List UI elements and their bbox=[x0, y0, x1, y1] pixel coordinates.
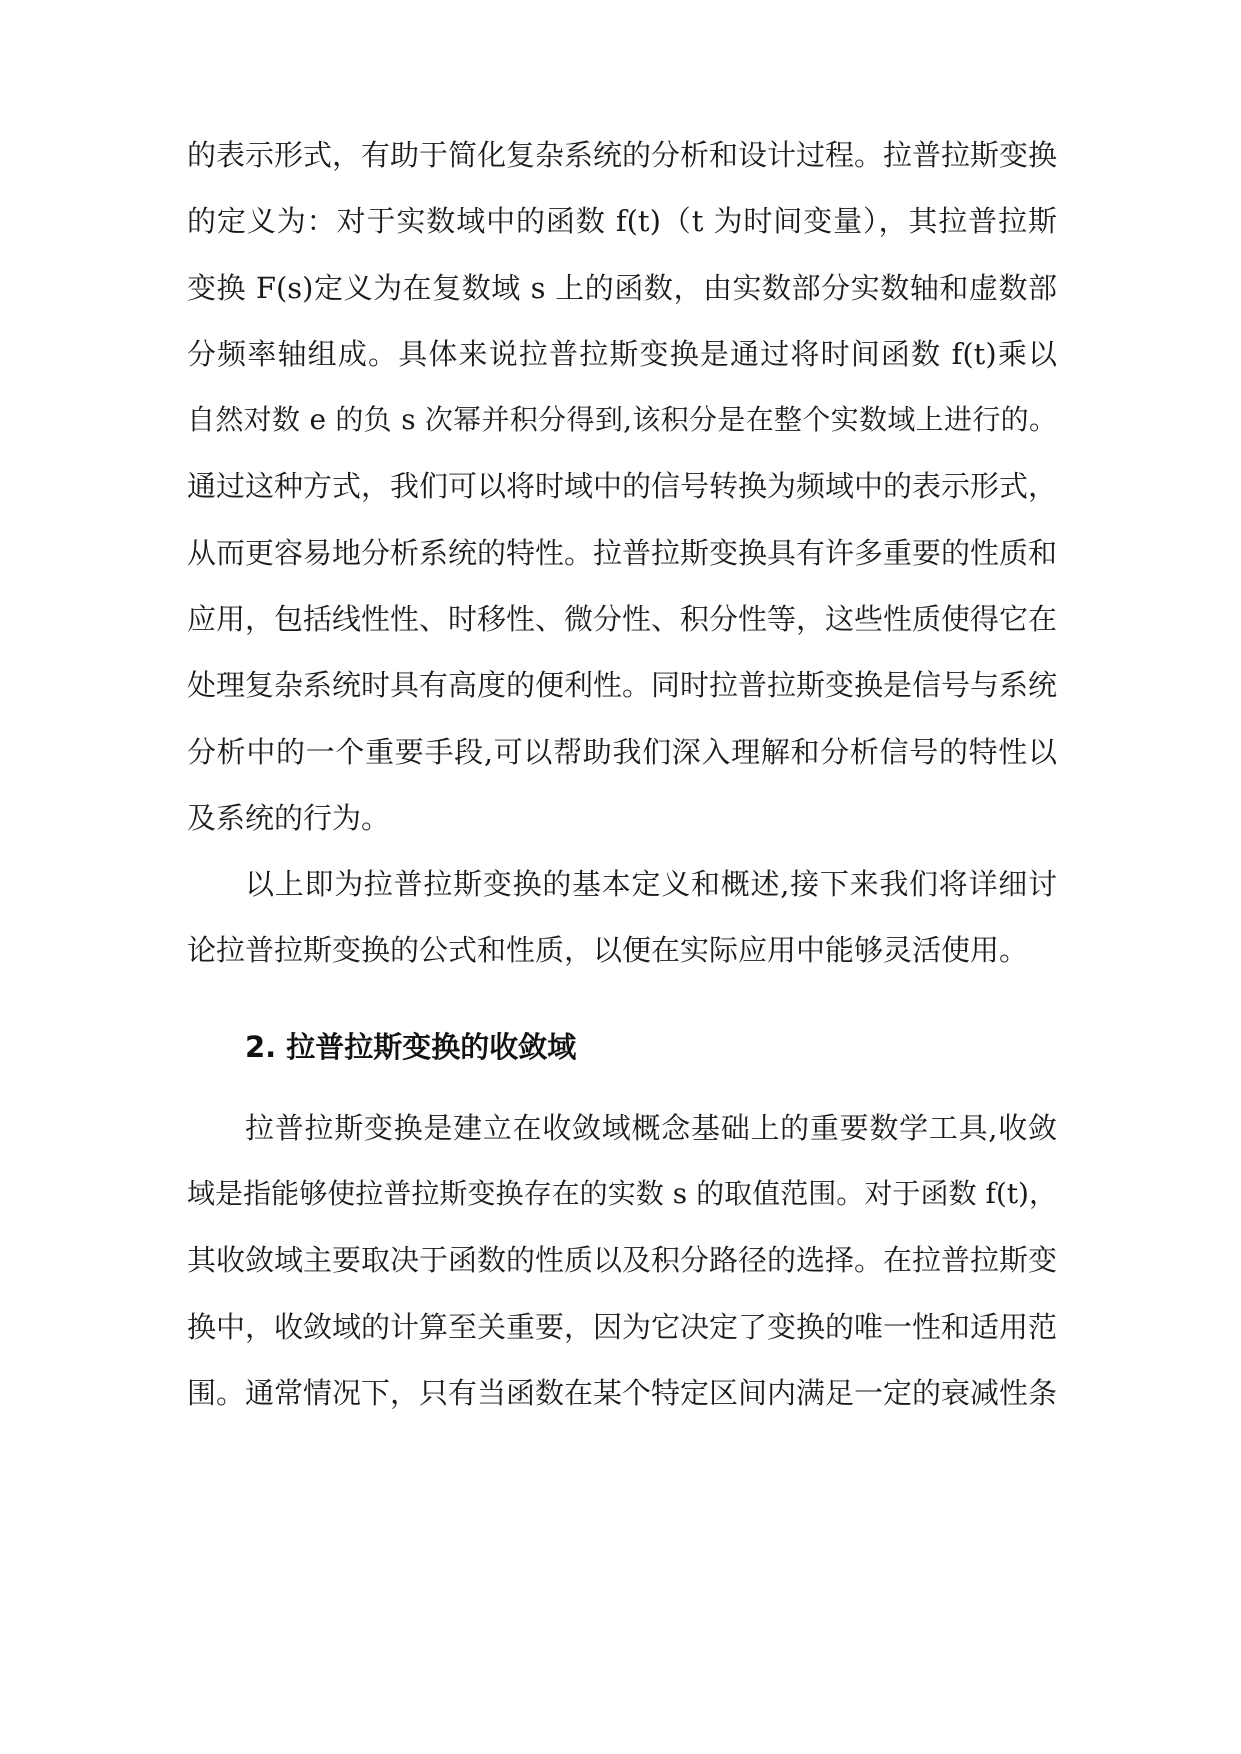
paragraph-line: 论拉普拉斯变换的公式和性质，以便在实际应用中能够灵活使用。 bbox=[187, 933, 1029, 967]
paragraph-line: 从而更容易地分析系统的特性。拉普拉斯变换具有许多重要的性质和 bbox=[187, 536, 1058, 570]
paragraph-line: 的定义为：对于实数域中的函数 f(t)（t 为时间变量），其拉普拉斯 bbox=[187, 204, 1057, 238]
paragraph-line: 分频率轴组成。具体来说拉普拉斯变换是通过将时间函数 f(t)乘以 bbox=[187, 337, 1057, 371]
paragraph-line: 自然对数 e 的负 s 次幂并积分得到,该积分是在整个实数域上进行的。 bbox=[187, 403, 1057, 436]
paragraph-line: 及系统的行为。 bbox=[187, 801, 391, 835]
paragraph-line: 的表示形式，有助于简化复杂系统的分析和设计过程。拉普拉斯变换 bbox=[187, 138, 1058, 172]
section-heading: 2. 拉普拉斯变换的收敛域 bbox=[245, 1030, 577, 1064]
paragraph-line: 以上即为拉普拉斯变换的基本定义和概述,接下来我们将详细讨 bbox=[245, 867, 1057, 901]
paragraph-line: 换中，收敛域的计算至关重要，因为它决定了变换的唯一性和适用范 bbox=[187, 1310, 1058, 1344]
paragraph-line: 应用，包括线性性、时移性、微分性、积分性等，这些性质使得它在 bbox=[187, 602, 1058, 636]
paragraph-line: 其收敛域主要取决于函数的性质以及积分路径的选择。在拉普拉斯变 bbox=[187, 1243, 1058, 1277]
paragraph-line: 域是指能够使拉普拉斯变换存在的实数 s 的取值范围。对于函数 f(t)， bbox=[187, 1177, 1057, 1210]
paragraph-line: 处理复杂系统时具有高度的便利性。同时拉普拉斯变换是信号与系统 bbox=[187, 668, 1058, 702]
paragraph-line: 分析中的一个重要手段,可以帮助我们深入理解和分析信号的特性以 bbox=[187, 735, 1057, 769]
paragraph-line: 变换 F(s)定义为在复数域 s 上的函数，由实数部分实数轴和虚数部 bbox=[187, 271, 1057, 305]
paragraph-line: 围。通常情况下，只有当函数在某个特定区间内满足一定的衰减性条 bbox=[187, 1376, 1058, 1410]
paragraph-line: 通过这种方式，我们可以将时域中的信号转换为频域中的表示形式， bbox=[187, 469, 1058, 503]
paragraph-line: 拉普拉斯变换是建立在收敛域概念基础上的重要数学工具,收敛 bbox=[245, 1111, 1057, 1145]
